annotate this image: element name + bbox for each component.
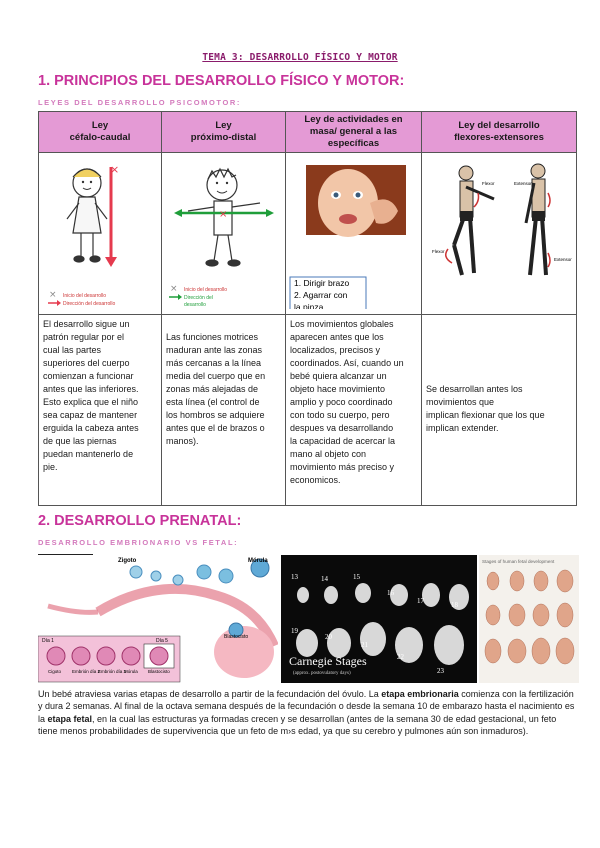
table-image-row (39, 153, 577, 315)
header-proximodistal: Ley próximo-distal (162, 112, 286, 153)
section-2-heading: 2. DESARROLLO PRENATAL: (38, 513, 242, 529)
legend2-direction-text-2: desarrollo (184, 302, 206, 308)
svg-text:×: × (219, 209, 228, 220)
proximodistal-illustration (162, 153, 286, 315)
flexor-label-1: Flexor (482, 181, 495, 186)
stage-cigoto: Cigoto (48, 669, 62, 674)
divider (38, 554, 93, 555)
baby-step-3: la pinza (294, 302, 324, 309)
carnegie-title: Carnegie Stages (289, 654, 367, 668)
section-1-heading: 1. PRINCIPIOS DEL DESARROLLO FÍSICO Y MOTOR: (38, 73, 405, 89)
legend2-start-text: Inicio del desarrollo (184, 287, 228, 293)
day-1-label: Día 1 (42, 638, 54, 644)
cephalocaudal-description: El desarrollo sigue un patrón regular por el cual las partes superiores del cuerpo comienzan a funcionar antes que las inferiores. Esto explica que el niño sea capaz de mantener erguida la cabeza antes de que las piernas puedan mantenerlo de pie. (39, 315, 162, 506)
table-text-row (39, 315, 577, 506)
prenatal-paragraph: Un bebé atraviesa varias etapas de desarrollo a partir de la fecundación del óvulo. La etapa embrionaria comienza con la fertilización y dura 2 semanas. Al final de la octava semana después de la fecundación o desde la semana 10 de embarazo hasta el nacimiento es la etapa fetal, en la cual las estructuras ya formadas crecen y se desarrollan (antes de la semana 30 de edad gestacional, un feto tiene menos probabilidades de supervivencia que un feto de m›s edad, ya que su cerebro y pulmones aún son inmaduros). (38, 689, 575, 737)
morula-label: Mórula (248, 558, 268, 564)
fetal-stages-figure (479, 555, 579, 683)
header-mass-specific: Ley de actividades en masa/ general a las específicas (286, 112, 422, 153)
header-flexor-extensor: Ley del desarrollo flexores-extensores (422, 112, 577, 153)
section-2-subheading: DESARROLLO EMBRIONARIO VS FETAL: (38, 538, 239, 547)
carnegie-21: 21 (361, 641, 368, 649)
svg-text:×: × (49, 290, 57, 300)
carnegie-23: 23 (437, 667, 444, 675)
extensor-label-2: Extensor (554, 257, 572, 262)
zigoto-label: Zigoto (118, 558, 137, 564)
legend-direction-text: Dirección del desarrollo (63, 301, 116, 307)
stage-embrion-3: Embrión día 3 (98, 669, 127, 674)
flexor-extensor-illustration (422, 153, 577, 315)
extensor-label-1: Extensor (514, 181, 532, 186)
cephalocaudal-illustration (39, 153, 162, 315)
legend-start-text: Inicio del desarrollo (63, 293, 107, 299)
stage-embrion-2: Embrión día 2 (72, 669, 101, 674)
header-cephalocaudal: Ley céfalo-caudal (39, 112, 162, 153)
carnegie-14: 14 (321, 575, 328, 583)
baby-step-1: 1. Dirigir brazo (294, 278, 350, 288)
svg-text:×: × (170, 284, 178, 294)
stage-blastocisto: Blastocisto (148, 669, 170, 674)
baby-step-2: 2. Agarrar con (294, 290, 348, 300)
legend2-direction-text: Dirección del (184, 295, 213, 301)
stage-morula: Mórula (124, 669, 138, 674)
flexor-label-2: Flexor (432, 249, 445, 254)
carnegie-20: 20 (325, 633, 332, 641)
embryonic-stage-term: etapa embrionaria (381, 689, 459, 699)
table-header-row (39, 112, 577, 153)
section-1-subheading: LEYES DEL DESARROLLO PSICOMOTOR: (38, 98, 242, 107)
carnegie-15: 15 (353, 573, 360, 581)
carnegie-19: 19 (291, 627, 298, 635)
laws-table (38, 111, 577, 506)
svg-text:×: × (110, 163, 120, 176)
flexor-extensor-description: Se desarrollan antes los movimientos que implican flexionar que los que implican extender. (422, 315, 577, 506)
carnegie-13: 13 (291, 573, 298, 581)
fetal-stage-term: etapa fetal (47, 713, 93, 724)
blastocisto-label: Blastocisto (224, 634, 249, 640)
day-5-label: Día 5 (156, 638, 168, 644)
carnegie-stages-figure (281, 555, 477, 683)
fetal-figure-title: Stages of human fetal development (482, 559, 555, 564)
mass-specific-description: Los movimientos globales aparecen antes que los localizados, precisos y coordinados. Así, cuando un bebé quiera alcanzar un objeto hace movimiento amplio y poco coordinado con todo su cuerpo, pero despues va desarrollando la capacidad de acercar la mano al objeto con movimiento más preciso y economicos. (286, 315, 422, 506)
carnegie-subtitle: (approx. postovulatory days) (293, 671, 351, 676)
baby-reaching-illustration (286, 153, 422, 315)
embryonic-development-figure (38, 556, 278, 684)
carnegie-17: 17 (417, 597, 424, 605)
carnegie-18: 18 (451, 601, 458, 609)
document-title: TEMA 3: DESARROLLO FÍSICO Y MOTOR (202, 52, 398, 63)
carnegie-22: 22 (397, 653, 404, 661)
carnegie-16: 16 (387, 589, 394, 597)
proximodistal-description: Las funciones motrices maduran ante las zonas más cercanas a la línea media del cuerpo que en zonas más alejadas de esta línea (el control de los hombros se adquiere antes que el de brazos o manos). (162, 315, 286, 506)
